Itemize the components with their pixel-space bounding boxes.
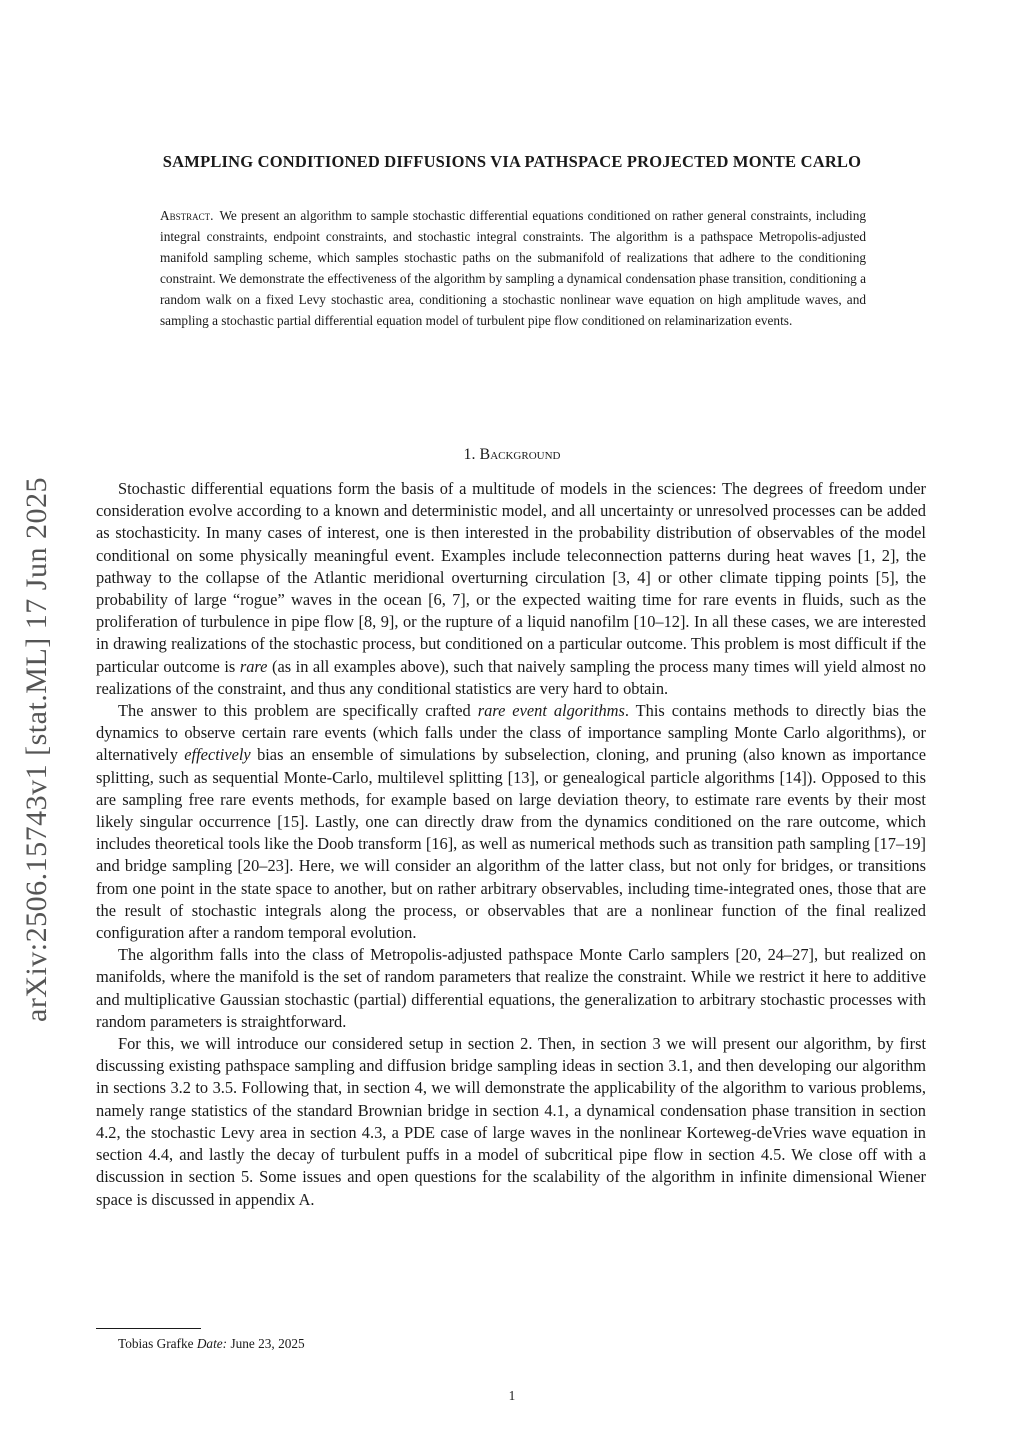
abstract-label: Abstract.: [160, 208, 214, 223]
paragraph-text: . This contains methods to directly bias the dynamics to observe certain rare events (which falls under the class of importance sampling Monte Carlo algorithms), or alternatively: [96, 701, 926, 765]
section-name: Background: [479, 446, 561, 463]
paragraph-text: bias an ensemble of simulations by subselection, cloning, and pruning (also known as importance splitting, such as sequential Monte-Carlo, multilevel splitting [13], or genealogical particle algorithms [14]). Opposed to this are sampling free rare events methods, for example based on large deviation theory, to estimate rare events by their most likely singular occurrence [15]. Lastly, one can directly draw from the dynamics conditioned on the rare outcome, which includes theoretical tools like the Doob transform [16], as well as numerical methods such as transition path sampling [17–19] and bridge sampling [20–23]. Here, we will consider an algorithm of the latter class, but not only for bridges, or transitions from one point in the state space to another, but on rather arbitrary observables, including time-integrated ones, those that are the result of stochastic integrals along the process, or observables that are a nonlinear function of the final realized configuration after a random temporal evolution.: [96, 745, 926, 943]
section-number: 1.: [463, 446, 476, 463]
date-value: June 23, 2025: [230, 1336, 305, 1351]
paragraph-text: (as in all examples above), such that naively sampling the process many times will yield almost no realizations of the constraint, and thus any conditional statistics are very hard to obtain.: [96, 656, 926, 698]
arxiv-identifier: arXiv:2506.15743v1 [stat.ML] 17 Jun 2025: [20, 477, 53, 1022]
date-label: Date:: [196, 1336, 228, 1351]
page-number: 1: [508, 1388, 516, 1403]
author-name: Tobias Grafke: [118, 1336, 194, 1351]
paragraph: For this, we will introduce our considered setup in section 2. Then, in section 3 we will present our algorithm, by first discussing existing pathspace sampling and diffusion bridge sampling ideas in section 3.1, and then developing our algorithm in sections 3.2 to 3.5. Following that, in section 4, we will demonstrate the applicability of the algorithm to various problems, namely range statistics of the standard Brownian bridge in section 4.1, a dynamical condensation phase transition in section 4.2, the stochastic Levy area in section 4.3, a PDE case of large waves in the nonlinear Korteweg-deVries wave equation in section 4.4, and lastly the decay of turbulent puffs in a model of subcritical pipe flow in section 4.5. We close off with a discussion in section 5. Some issues and open questions for the scalability of the algorithm in infinite dimensional Wiener space is discussed in appendix A.: [96, 1034, 926, 1209]
paragraph: The algorithm falls into the class of Metropolis-adjusted pathspace Monte Carlo samplers [20, 24–27], but realized on manifolds, where the manifold is the set of random parameters that realize the constraint. While we restrict it here to additive and multiplicative Gaussian stochastic (partial) differential equations, the generalization to arbitrary stochastic processes with random parameters is straightforward.: [96, 945, 926, 1031]
paragraph: [96, 700, 926, 944]
footnote: [118, 1336, 305, 1352]
body-text: [96, 478, 926, 1211]
emphasis: rare event algorithms: [477, 701, 625, 721]
abstract-text: We present an algorithm to sample stochastic differential equations conditioned on rather general constraints, including integral constraints, endpoint constraints, and stochastic integral constraints. The algorithm is a pathspace Metropolis-adjusted manifold sampling scheme, which samples stochastic paths on the submanifold of realizations that adhere to the conditioning constraint. We demonstrate the effectiveness of the algorithm by sampling a dynamical condensation phase transition, conditioning a random walk on a fixed Levy stochastic area, conditioning a stochastic nonlinear wave equation on high amplitude waves, and sampling a stochastic partial differential equation model of turbulent pipe flow conditioned on relaminarization events.: [160, 208, 866, 328]
section-heading: [0, 446, 1024, 464]
emphasis: effectively: [184, 745, 251, 765]
paper-title: SAMPLING CONDITIONED DIFFUSIONS VIA PATHSPACE PROJECTED MONTE CARLO: [162, 152, 862, 171]
abstract: [160, 205, 866, 331]
paragraph: [96, 478, 926, 700]
paragraph-text: The answer to this problem are specifically crafted: [118, 701, 471, 721]
emphasis: rare: [239, 656, 268, 676]
paragraph-text: Stochastic differential equations form the basis of a multitude of models in the sciences: The degrees of freedom under consideration evolve according to a known and deterministic model, and all uncertainty or unresolved processes can be added as stochasticity. In many cases of interest, one is then interested in the probability distribution of observables of the model conditional on some physically meaningful event. Examples include teleconnection patterns during heat waves [1, 2], the pathway to the collapse of the Atlantic meridional overturning circulation [3, 4] or other climate tipping points [5], the probability of large “rogue” waves in the ocean [6, 7], or the expected waiting time for rare events in fluids, such as the proliferation of turbulence in pipe flow [8, 9], or the rupture of a liquid nanofilm [10–12]. In all these cases, we are interested in drawing realizations of the stochastic process, but conditioned on a particular outcome. This problem is most difficult if the particular outcome is: [96, 479, 926, 676]
footnote-divider: [96, 1328, 201, 1329]
